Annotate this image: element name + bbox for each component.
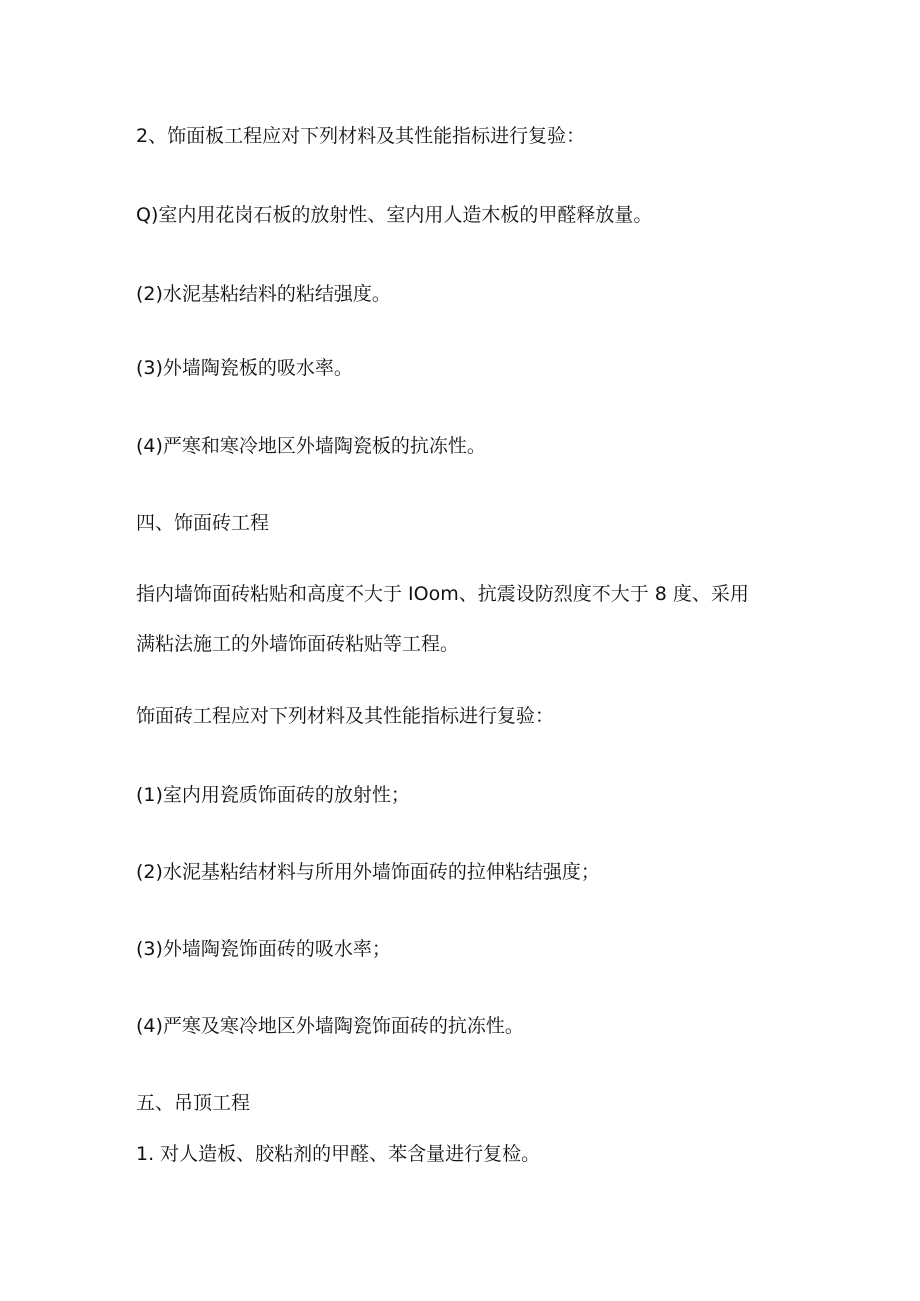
section-heading-facing-tile: 四、饰面砖工程 <box>136 512 270 534</box>
list-item-tile-water-absorption: (3)外墙陶瓷饰面砖的吸水率； <box>136 938 391 960</box>
list-item-ceramic-frost-resistance: (4)严寒和寒冷地区外墙陶瓷板的抗冻性。 <box>136 435 486 457</box>
section-heading-suspended-ceiling: 五、吊顶工程 <box>136 1092 251 1114</box>
paragraph-scope-line-2: 满粘法施工的外墙饰面砖粘贴等工程。 <box>136 633 460 655</box>
list-item-cement-bond-strength: (2)水泥基粘结料的粘结强度。 <box>136 283 391 305</box>
list-item-granite-radioactivity: Q)室内用花岗石板的放射性、室内用人造木板的甲醛释放量。 <box>136 204 653 226</box>
list-item-tensile-bond-strength: (2)水泥基粘结材料与所用外墙饰面砖的拉伸粘结强度； <box>136 861 600 883</box>
paragraph-facing-board-retest-heading: 2、饰面板工程应对下列材料及其性能指标进行复验： <box>136 125 586 147</box>
list-item-tile-radioactivity: (1)室内用瓷质饰面砖的放射性； <box>136 784 410 806</box>
list-item-ceramic-water-absorption: (3)外墙陶瓷板的吸水率。 <box>136 357 353 379</box>
paragraph-facing-tile-retest-heading: 饰面砖工程应对下列材料及其性能指标进行复验： <box>136 705 555 727</box>
paragraph-scope-line-1: 指内墙饰面砖粘贴和高度不大于 IOom、抗震设防烈度不大于 8 度、采用 <box>136 583 749 605</box>
list-item-tile-frost-resistance: (4)严寒及寒冷地区外墙陶瓷饰面砖的抗冻性。 <box>136 1015 524 1037</box>
list-item-formaldehyde-retest: 1. 对人造板、胶粘剂的甲醛、苯含量进行复检。 <box>136 1143 541 1165</box>
